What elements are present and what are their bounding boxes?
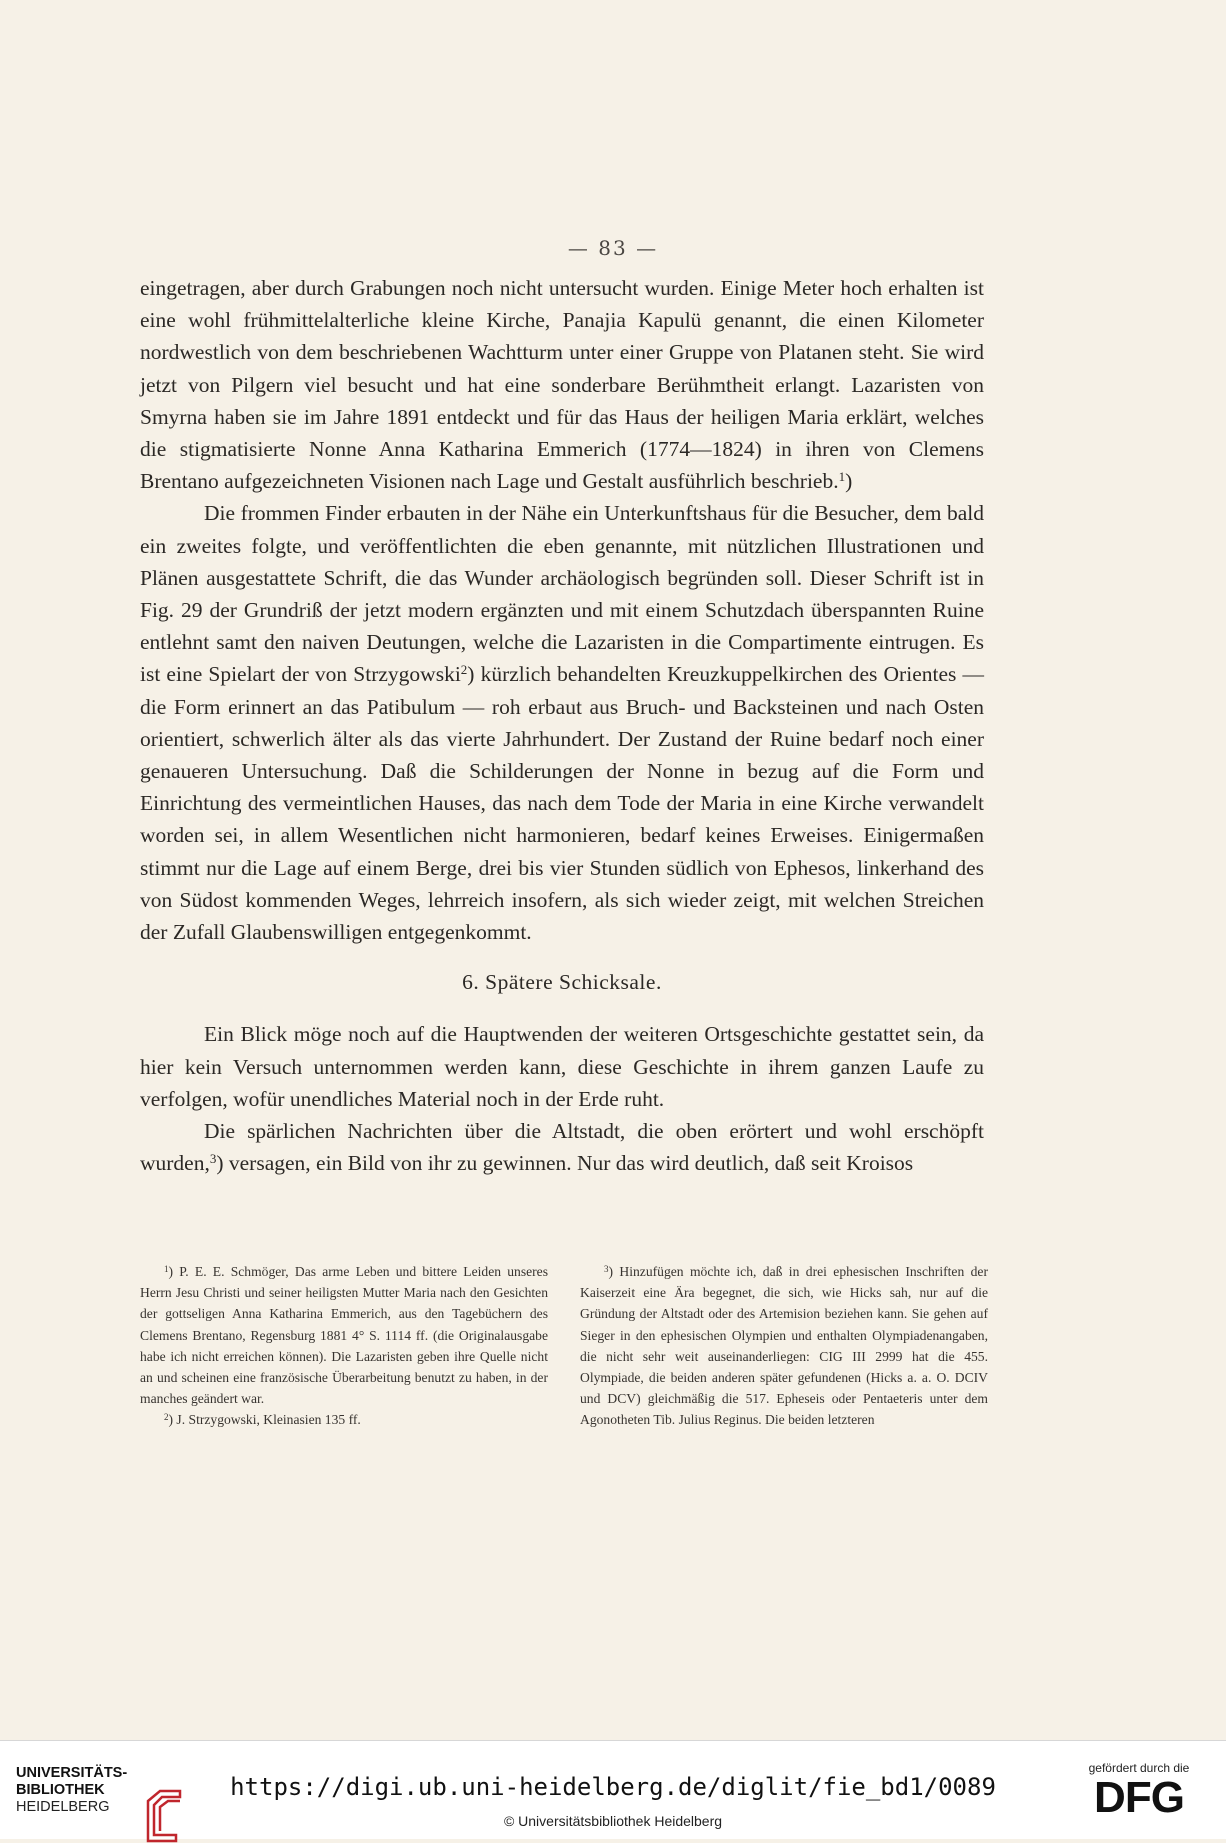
library-name-line-3: HEIDELBERG bbox=[16, 1799, 110, 1815]
main-text bbox=[140, 272, 984, 1179]
footnote-ref-1-close: ) bbox=[845, 469, 853, 494]
paragraph-3: Ein Blick möge noch auf die Hauptwenden der weiteren Ortsgeschichte gestattet sein, da hier kein Versuch unternommen werden kann, diese Geschichte in ihrem ganzen Laufe zu verfolgen, wofür unendliches Material noch in der Erde ruht. bbox=[140, 1022, 984, 1111]
paragraph-1-text: eingetragen, aber durch Grabungen noch nicht untersucht wurden. Einige Meter hoch erhalten ist eine wohl frühmittelalterliche kleine Kirche, Panajia Kapulü genannt, die einen Kilometer nordwestlich von dem beschriebenen Wachtturm unter einer Gruppe von Platanen steht. Sie wird jetzt von Pilgern viel besucht und hat eine sonderbare Berühmtheit erlangt. Lazaristen von Smyrna haben sie im Jahre 1891 entdeckt und für das Haus der heiligen Maria erklärt, welches die stigmatisierte Nonne Anna Katharina Emmerich (1774—1824) in ihren von Clemens Brentano aufgezeichneten Visionen nach Lage und Gestalt ausführlich beschrieb. bbox=[140, 276, 984, 494]
library-name-line-1: UNIVERSITÄTS- bbox=[16, 1765, 128, 1781]
footnote-1-text: ) P. E. E. Schmöger, Das arme Leben und bittere Leiden unseres Herrn Jesu Christi und seiner heiligsten Mutter Maria nach den Gesichten der gottseligen Anna Katharina Emmerich, aus den Tagebüchern des Clemens Brentano, Regensburg 1881 4° S. 1114 ff. (die Originalausgabe habe ich nicht erreichen können). Die Lazaristen geben ihre Quelle nicht an und scheinen eine französische Überarbeitung benutzt zu haben, in der manches geändert war. bbox=[140, 1264, 548, 1407]
library-name-line-2: BIBLIOTHEK bbox=[16, 1782, 105, 1798]
footnotes-left-column bbox=[140, 1261, 548, 1431]
footnote-ref-1: 1 bbox=[838, 469, 846, 485]
paragraph-2-text-b: ) kürzlich behandelten Kreuzkuppelkirchen des Orientes — die Form erinnert an das Patibulum — roh erbaut aus Bruch- und Backsteinen und nach Osten orientiert, schwerlich älter als das vierte Jahrhundert. Der Zustand der Ruine bedarf noch einer genaueren Untersuchung. Daß die Schilderungen der Nonne in bezug auf die Form und Einrichtung des vermeintlichen Hauses, das nach dem Tode der Maria in eine Kirche verwandelt worden sei, in allem Wesentlichen nicht harmonieren, bedarf keines Erweises. Einigermaßen stimmt nur die Lage auf einem Berge, drei bis vier Stunden südlich von Ephesos, linkerhand des von Südost kommenden Weges, lehrreich insofern, als sich wieder zeigt, mit welchen Streichen der Zufall Glaubenswilligen entgegenkommt. bbox=[140, 662, 984, 945]
footnote-3 bbox=[580, 1261, 988, 1431]
paragraph-2 bbox=[140, 497, 984, 948]
viewer-footer bbox=[0, 1740, 1226, 1839]
paragraph-4-text-a: Die spärlichen Nachrichten über die Altstadt, die oben erörtert und wohl erschöpft wurden, bbox=[140, 1119, 984, 1176]
footnote-1 bbox=[140, 1261, 548, 1409]
footnote-2 bbox=[140, 1409, 548, 1430]
paragraph-4 bbox=[140, 1115, 984, 1179]
copyright-notice: © Universitätsbibliothek Heidelberg bbox=[503, 1813, 723, 1829]
footnote-1-mark: 1 bbox=[164, 1264, 169, 1274]
footnote-ref-2: 2 bbox=[460, 662, 468, 678]
funding-label: gefördert durch die bbox=[1088, 1761, 1190, 1775]
paragraph-1 bbox=[140, 272, 984, 497]
dfg-logo[interactable] bbox=[1074, 1761, 1204, 1821]
footnote-3-text: ) Hinzufügen möchte ich, daß in drei ephesischen Inschriften der Kaiserzeit eine Ära begegnet, die sich, wie Hicks sah, nur auf die Gründung der Altstadt oder des Artemision beziehen kann. Sie gehen auf Sieger in den ephesischen Olympien und enthalten Olympiadenangaben, die nicht sehr weit auseinanderliegen: CIG III 2999 hat die 455. Olympiade, die beiden anderen später gefundenen (Hicks a. a. O. DCIV und DCV) gleichmäßig die 517. Epheseis oder Pentaeteris unter dem Agonotheten Tib. Julius Reginus. Die beiden letzteren bbox=[580, 1264, 988, 1428]
paragraph-4-text-b: ) versagen, ein Bild von ihr zu gewinnen. Nur das wird deutlich, daß seit Kroisos bbox=[216, 1151, 914, 1176]
page-number: — 83 — bbox=[567, 236, 659, 260]
footnote-3-mark: 3 bbox=[604, 1264, 609, 1274]
section-heading: 6. Spätere Schicksale. bbox=[462, 970, 662, 995]
footnotes bbox=[140, 1261, 988, 1431]
dfg-wordmark: DFG bbox=[1094, 1773, 1184, 1822]
paragraph-2-text-a: Die frommen Finder erbauten in der Nähe ein Unterkunftshaus für die Besucher, dem bald ein zweites folgte, und veröffentlichten die eben genannte, mit nützlichen Illustrationen und Plänen ausgestattete Schrift, die das Wunder archäologisch begründen soll. Dieser Schrift ist in Fig. 29 der Grundriß der jetzt modern ergänzten und mit einem Schutzdach überspannten Ruine entlehnt samt den naiven Deutungen, welche die Lazaristen in die Compartimente eintrugen. Es ist eine Spielart der von Strzygowski bbox=[140, 501, 984, 687]
footnote-2-text: ) J. Strzygowski, Kleinasien 135 ff. bbox=[168, 1412, 361, 1428]
footnote-ref-3: 3 bbox=[209, 1151, 217, 1167]
permalink-url[interactable]: https://digi.ub.uni-heidelberg.de/diglit/fie_bd1/0089 bbox=[230, 1773, 996, 1801]
footnotes-right-column bbox=[580, 1261, 988, 1431]
footnote-2-mark: 2 bbox=[164, 1412, 169, 1423]
